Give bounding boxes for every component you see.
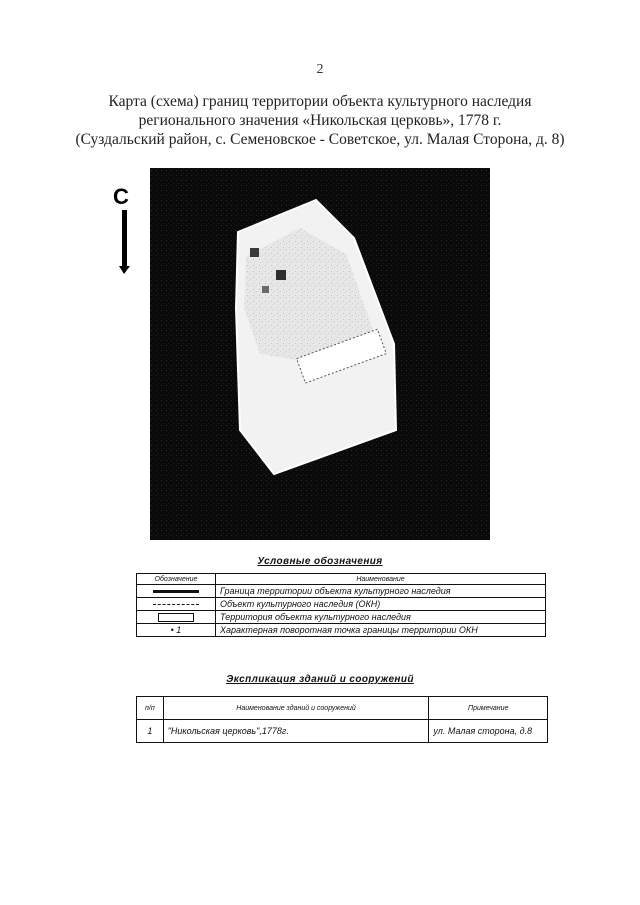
title-line-1: Карта (схема) границ территории объекта культурного наследия [108, 93, 532, 110]
explication-table [136, 696, 548, 743]
title-line-3: (Суздальский район, с. Семеновское - Советское, ул. Малая Сторона, д. 8) [75, 131, 565, 148]
map-drawing [150, 168, 490, 540]
explication-note: ул. Малая сторона, д.8 [429, 720, 548, 743]
title-line-2: регионального значения «Никольская церковь», 1778 г. [138, 112, 502, 129]
legend-symbol-cell [137, 624, 216, 637]
document-title [40, 92, 600, 149]
explication-col-note: Примечание [429, 697, 548, 720]
legend-symbol-cell [137, 611, 216, 624]
map-image [150, 168, 490, 540]
explication-name: "Никольская церковь",1778г. [163, 720, 429, 743]
territory-rect-symbol [158, 613, 194, 622]
table-row [137, 720, 548, 743]
turning-point-symbol: • 1 [170, 625, 182, 635]
north-arrow-icon [122, 210, 127, 268]
legend-label: Характерная поворотная точка границы территории ОКН [216, 624, 546, 637]
north-letter: С [113, 184, 129, 209]
boundary-line-symbol [153, 590, 199, 593]
explication-col-num: п/п [137, 697, 164, 720]
table-row [137, 624, 546, 637]
map-marker [276, 270, 286, 280]
legend-table [136, 573, 546, 637]
explication-num: 1 [137, 720, 164, 743]
legend-label: Граница территории объекта культурного наследия [216, 585, 546, 598]
object-dashed-symbol [153, 604, 199, 605]
north-indicator [113, 186, 135, 272]
table-row [137, 585, 546, 598]
legend-label: Объект культурного наследия (ОКН) [216, 598, 546, 611]
page-number: 2 [316, 62, 324, 77]
legend-col-symbol: Обозначение [137, 574, 216, 585]
table-row [137, 611, 546, 624]
legend-label: Территория объекта культурного наследия [216, 611, 546, 624]
legend-col-name: Наименование [216, 574, 546, 585]
map-marker [250, 248, 259, 257]
legend-symbol-cell [137, 585, 216, 598]
explication-heading: Экспликация зданий и сооружений [226, 674, 414, 685]
map-marker [262, 286, 269, 293]
legend-heading: Условные обозначения [257, 556, 383, 567]
table-row [137, 598, 546, 611]
legend-symbol-cell [137, 598, 216, 611]
explication-col-name: Наименование зданий и сооружений [163, 697, 429, 720]
